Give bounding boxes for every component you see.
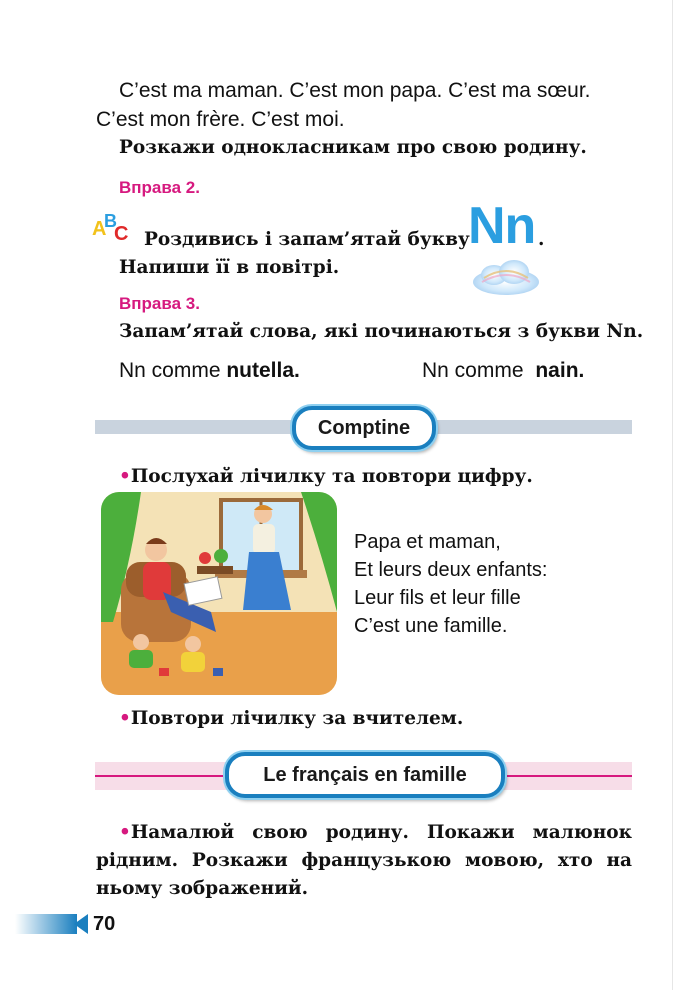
bullet-icon: • [119, 466, 131, 487]
word-nain-prefix: Nn comme [422, 359, 530, 382]
word-nutella [119, 356, 300, 385]
comptine-title: Comptine [292, 406, 436, 450]
famille-text-3: ньому зображений. [96, 878, 309, 899]
exercise-2-line-1: Роздивись і запам’ятай букву [144, 229, 470, 250]
svg-text:C: C [114, 223, 129, 243]
exercise-2-label: Вправа 2. [119, 178, 200, 197]
comptine-after [119, 705, 463, 733]
poem-line-1: Papa et maman, [354, 531, 501, 553]
famille-title: Le français en famille [225, 752, 505, 798]
poem-line-2: Et leurs deux enfants: [354, 559, 548, 581]
bullet-icon: • [119, 708, 131, 729]
poem [354, 528, 547, 640]
family-illustration [101, 492, 337, 695]
famille-text-1-content: Намалюй свою родину. Покажи малюнок [130, 822, 632, 843]
abc-letters-icon [92, 209, 136, 243]
bullet-icon: • [119, 822, 131, 843]
svg-text:B: B [104, 211, 117, 231]
intro-line-2: C’est mon frère. C’est moi. [96, 108, 345, 131]
exercise-3-line-1: Запам’ятай слова, які починаються з букви Nn. [119, 321, 644, 342]
comptine-instruction [119, 463, 533, 491]
cloud-icon [470, 256, 542, 298]
page-arrow-icon [74, 914, 88, 934]
word-nain [422, 356, 584, 385]
word-nutella-bold: nutella. [226, 359, 300, 382]
exercise-3-label: Вправа 3. [119, 294, 200, 313]
letter-period: . [538, 229, 545, 250]
svg-text:A: A [92, 218, 107, 240]
comptine-after-text: Повтори лічилку за вчителем. [130, 708, 464, 729]
page-number: 70 [93, 913, 116, 935]
intro-line-1: C’est ma maman. C’est mon papa. C’est ma sœur. [119, 79, 591, 102]
intro-line-3: Розкажи однокласникам про свою родину. [119, 137, 587, 158]
page-number-bar [15, 914, 77, 934]
famille-text-1 [119, 819, 632, 847]
word-nain-bold: nain. [535, 359, 585, 382]
comptine-instruction-text: Послухай лічилку та повтори цифру. [130, 466, 533, 487]
poem-line-4: C’est une famille. [354, 615, 508, 637]
exercise-2-line-2: Напиши її в повітрі. [119, 257, 340, 278]
word-nutella-prefix: Nn comme [119, 359, 227, 382]
page-edge-line [672, 0, 673, 990]
famille-text-2: рідним. Розкажи французькою мовою, хто на [96, 850, 632, 871]
poem-line-3: Leur fils et leur fille [354, 587, 521, 609]
letter-nn: Nn [468, 197, 536, 255]
